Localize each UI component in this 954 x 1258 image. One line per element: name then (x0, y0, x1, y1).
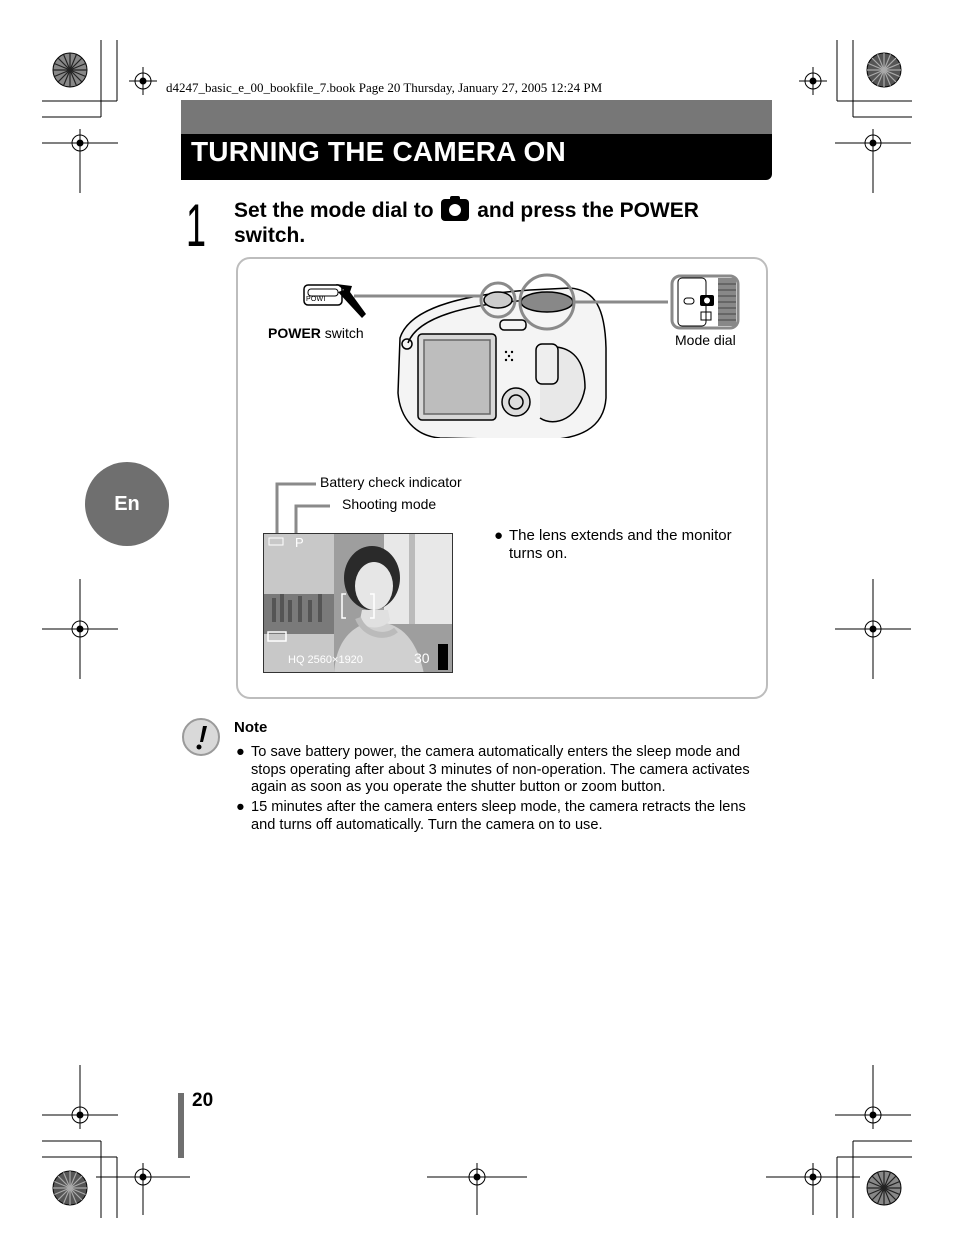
note-title: Note (234, 719, 268, 736)
power-switch-label (268, 325, 364, 341)
screen-count-text: 30 (414, 650, 430, 666)
page-number: 20 (192, 1090, 214, 1111)
step-text-after: and press the POWER switch. (234, 199, 699, 247)
screen-quality-text: HQ 2560×1920 (288, 654, 363, 666)
step-number: 1 (186, 192, 207, 259)
power-button-text: POWI (306, 296, 326, 303)
lens-bullet-text: The lens extends and the monitor turns on. (509, 527, 732, 562)
power-label-rest: switch (320, 325, 364, 341)
exclamation-icon (182, 718, 220, 756)
lens-bullet: ● The lens extends and the monitor turns on. (494, 527, 754, 563)
language-tab: En (85, 462, 169, 546)
page-number-bar (178, 1093, 184, 1158)
power-label-bold: POWER (268, 325, 321, 341)
title-bar-accent (181, 100, 772, 134)
step-instruction (234, 198, 754, 248)
section-title: TURNING THE CAMERA ON (191, 136, 566, 167)
note-item: ● To save battery power, the camera automatically enters the sleep mode and stops operating after about 3 minutes of non-operation. The camera activates again as soon as you operate the shutter button or zoom button. (234, 744, 774, 797)
battery-check-label: Battery check indicator (320, 474, 462, 490)
note-item-text: To save battery power, the camera automatically enters the sleep mode and stops operating after about 3 minutes of non-operation. The camera activates again as soon as you operate the shutter button or zoom button. (251, 744, 750, 796)
step-text-before: Set the mode dial to (234, 199, 434, 222)
book-header-line: d4247_basic_e_00_bookfile_7.book Page 20 Thursday, January 27, 2005 12:24 PM (166, 80, 603, 95)
screen-mode-text: P (295, 535, 304, 550)
note-item: ● 15 minutes after the camera enters sleep mode, the camera retracts the lens and turns off automatically. Turn the camera on to use. (234, 799, 774, 834)
note-item-text: 15 minutes after the camera enters sleep mode, the camera retracts the lens and turns off automatically. Turn the camera on to use. (251, 799, 746, 833)
shooting-mode-label: Shooting mode (342, 496, 437, 512)
camera-illustration (240, 268, 760, 438)
camera-icon (441, 199, 469, 221)
mode-dial-label: Mode dial (675, 332, 736, 348)
